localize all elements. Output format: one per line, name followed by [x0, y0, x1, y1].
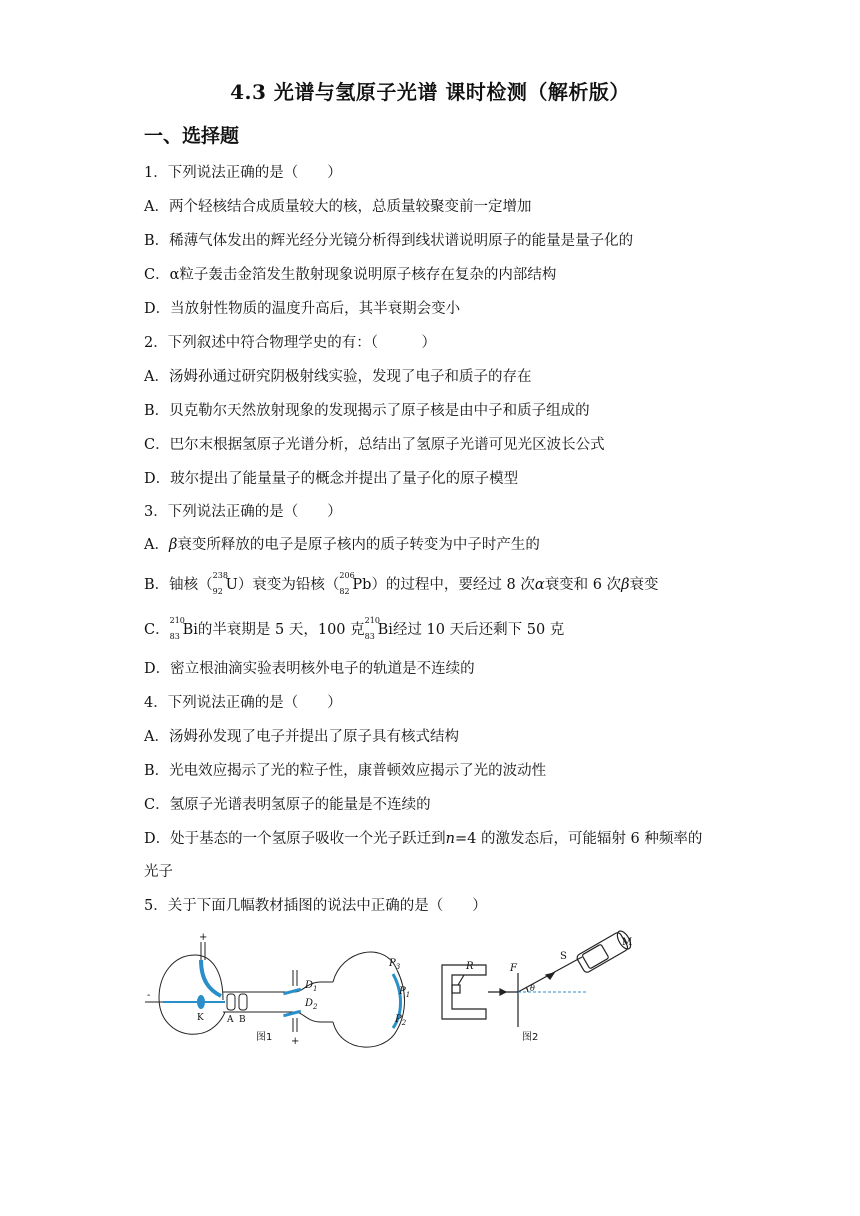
q4-option-d: D．处于基态的一个氢原子吸收一个光子跃迁到n=4 的激发态后，可能辐射 6 种频率的: [144, 831, 703, 847]
q2-option-a: A．汤姆孙通过研究阴极射线实验，发现了电子和质子的存在: [144, 369, 532, 385]
uranium-nuclide: 238 92 U: [212, 571, 238, 596]
q3-stem: 3．下列说法正确的是（ ）: [144, 504, 342, 520]
svg-text:P1: $P_1$: [399, 986, 411, 999]
fig1-minus-left: -: [147, 990, 151, 1001]
bismuth-nuclide: 210 83 Bi: [169, 616, 198, 641]
q2-option-c: C．巴尔末根据氢原子光谱分析，总结出了氢原子光谱可见光区波长公式: [144, 437, 605, 453]
figure-1-cathode-ray-tube: [145, 930, 411, 1047]
q1-stem: 1．下列说法正确的是（ ）: [144, 165, 342, 181]
q3-option-b: B．铀核（ 238 92 U）衰变为铅核（ 206 82 Pb）的过程中，要经过 8 次α衰变和 6 次β衰变: [144, 571, 659, 596]
q2-option-d: D．玻尔提出了能量量子的概念并提出了量子化的原子模型: [144, 471, 519, 487]
q1-option-c: C．α粒子轰击金箔发生散射现象说明原子核存在复杂的内部结构: [144, 267, 557, 283]
svg-text:P3: $P_3$: [389, 958, 401, 971]
q1-option-b: B．稀薄气体发出的辉光经分光镜分析得到线状谱说明原子的能量是量子化的: [144, 233, 634, 249]
svg-text:K: K: [197, 1013, 204, 1023]
q3-option-a: A．β衰变所释放的电子是原子核内的质子转变为中子时产生的: [144, 537, 540, 553]
figure-1-caption: 图1: [256, 1032, 273, 1043]
svg-text:θ: θ: [530, 984, 535, 993]
svg-text:P2: $P_2$: [395, 1014, 407, 1027]
q3-option-d: D．密立根油滴实验表明核外电子的轨道是不连续的: [144, 661, 475, 677]
fig1-plus-top: +: [199, 932, 208, 943]
svg-text:D2: $D_2$: [305, 998, 318, 1011]
svg-text:M: M: [622, 937, 633, 948]
q4-option-b: B．光电效应揭示了光的粒子性，康普顿效应揭示了光的波动性: [144, 763, 547, 779]
q1-option-a: A．两个轻核结合成质量较大的核，总质量较聚变前一定增加: [144, 199, 532, 215]
figure-2-scattering-setup: [438, 935, 648, 1030]
svg-text:S: S: [560, 951, 567, 962]
q4-stem: 4．下列说法正确的是（ ）: [144, 695, 342, 711]
section-heading: 一、选择题: [144, 125, 240, 147]
q2-stem: 2．下列叙述中符合物理学史的有：（ ）: [144, 335, 436, 351]
lead-nuclide: 206 82 Pb: [339, 571, 372, 596]
q2-option-b: B．贝克勒尔天然放射现象的发现揭示了原子核是由中子和质子组成的: [144, 403, 590, 419]
q4-option-a: A．汤姆孙发现了电子并提出了原子具有核式结构: [144, 729, 459, 745]
svg-text:R: R: [466, 961, 474, 972]
q4-option-c: C．氢原子光谱表明氢原子的能量是不连续的: [144, 797, 431, 813]
q5-stem: 5．关于下面几幅教材插图的说法中正确的是（ ）: [144, 898, 487, 914]
beta-symbol: β: [168, 537, 178, 553]
page-title: 4.3 光谱与氢原子光谱 课时检测（解析版）: [230, 80, 630, 104]
svg-text:F: F: [510, 963, 517, 974]
svg-text:B: B: [239, 1015, 246, 1025]
bismuth-nuclide-2: 210 83 Bi: [364, 616, 393, 641]
svg-text:+: +: [291, 1036, 300, 1047]
q4-option-d-cont: 光子: [144, 864, 173, 880]
q1-option-d: D．当放射性物质的温度升高后，其半衰期会变小: [144, 301, 461, 317]
svg-text:D1: $D_1$: [305, 980, 318, 993]
q3-option-c: C． 210 83 Bi的半衰期是 5 天，100 克 210 83 Bi经过 10 天后还剩下 50 克: [144, 616, 565, 641]
svg-text:A: A: [227, 1015, 234, 1025]
figure-2-caption: 图2: [522, 1032, 539, 1043]
